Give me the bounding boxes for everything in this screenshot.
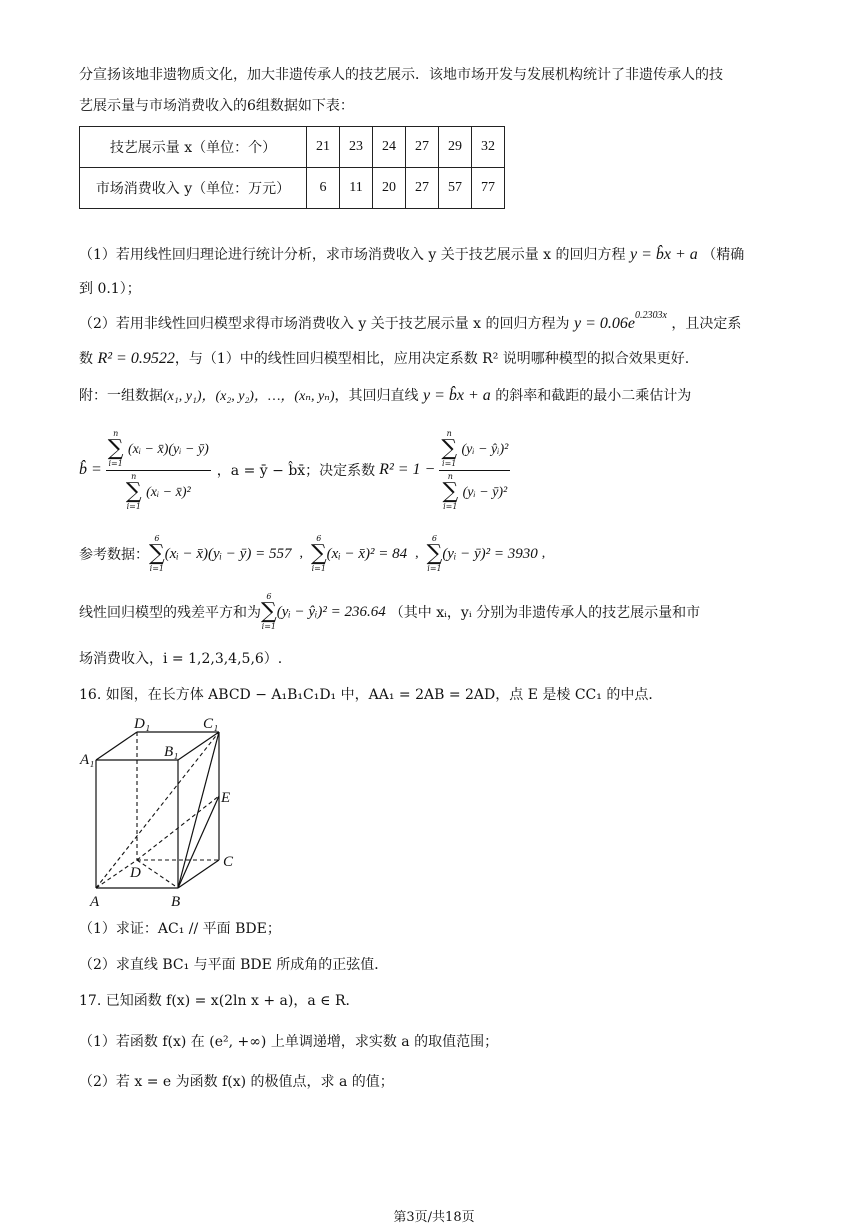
problem-16-statement: 16. 如图，在长方体 ABCD − A₁B₁C₁D₁ 中，AA₁ = 2AB = 2AD，点 E 是棱 CC₁ 的中点． <box>79 687 663 703</box>
question-1-line-1 <box>79 244 744 264</box>
page-footer: 第3页/共18页 <box>393 1210 475 1225</box>
sum-symbol: 6 ∑ i=1 <box>310 534 327 573</box>
sum-symbol: 6 ∑ i=1 <box>149 534 165 573</box>
question-1-tail: （精确 <box>702 247 745 263</box>
label-c1: C₁ <box>203 716 219 732</box>
cuboid-figure <box>78 712 248 908</box>
b-hat-fraction <box>106 430 211 511</box>
regression-line-equation: y = b̂x + a <box>422 387 491 404</box>
residual-note: （其中 xᵢ，yᵢ 分别为非遗传承人的技艺展示量和市 <box>389 605 701 621</box>
label-d: D <box>130 865 141 881</box>
table-cell: 57 <box>439 168 472 209</box>
r2-denominator: (yᵢ − ȳ)² <box>462 484 508 500</box>
r2-label: R² = 1 − <box>379 461 436 478</box>
reference-data-line: 参考数据： 6 ∑ i=1 (xᵢ − x̄)(yᵢ − ȳ) = 557 , 6 ∑ i=1 (xᵢ − x̄)² = 84 , 6 ∑ i=1 (yᵢ − ȳ)² = 3930 , <box>79 534 546 573</box>
sum-xx: (xᵢ − x̄)² = 84 <box>326 545 408 562</box>
r2-fraction <box>439 430 510 511</box>
table-cell: 29 <box>439 127 472 168</box>
question-2-line-2b: ，与（1）中的线性回归模型相比，应用决定系数 R² 说明哪种模型的拟合效果更好. <box>174 351 690 367</box>
question-2-tail: ，且决定系 <box>671 316 742 332</box>
question-2-line-2a: 数 <box>79 351 93 367</box>
sum-symbol: n ∑ i=1 <box>441 428 458 468</box>
question-1-text: （1）若用线性回归理论进行统计分析，求市场消费收入 y 关于技艺展示量 x 的回归方程 <box>79 247 626 263</box>
intro-line-2: 艺展示量与市场消费收入的6组数据如下表： <box>79 98 354 114</box>
table-cell: 11 <box>340 168 373 209</box>
question-1-line-2: 到 0.1）； <box>79 281 141 297</box>
label-d1: D₁ <box>134 716 151 732</box>
problem-16-part-2: （2）求直线 BC₁ 与平面 BDE 所成角的正弦值． <box>79 957 389 973</box>
nonlinear-equation: y = 0.06e <box>573 315 635 332</box>
question-2-line-2 <box>79 348 689 368</box>
sum-symbol: n ∑ i=1 <box>442 471 459 511</box>
label-b1: B₁ <box>164 744 179 760</box>
table-row <box>80 127 505 168</box>
data-pairs: (x₁, y₁)，(x₂, y₂)，…，(xₙ, yₙ) <box>163 389 335 404</box>
problem-16-part-1: （1）求证：AC₁ // 平面 BDE； <box>79 921 281 937</box>
table-cell: 32 <box>472 127 505 168</box>
label-e: E <box>221 790 231 806</box>
label-a1: A₁ <box>80 752 95 768</box>
residual-sum: (yᵢ − ŷᵢ)² = 236.64 <box>276 603 386 620</box>
question-2-text: （2）若用非线性回归模型求得市场消费收入 y 关于技艺展示量 x 的回归方程为 <box>79 316 570 332</box>
label-c: C <box>223 854 234 870</box>
sum-symbol: 6 ∑ i=1 <box>261 592 277 631</box>
reference-label: 参考数据： <box>79 547 149 563</box>
row-label-x: 技艺展示量 x（单位：个） <box>80 127 307 168</box>
b-hat-label: b̂ = <box>79 461 102 478</box>
r-squared-value: R² = 0.9522 <box>97 350 175 367</box>
appendix-text-b: ，其回归直线 <box>334 388 419 404</box>
appendix-text-a: 附：一组数据 <box>79 388 163 404</box>
reference-line-3: 场消费收入，i = 1,2,3,4,5,6）. <box>79 651 283 667</box>
problem-17-statement: 17. 已知函数 f(x) = x(2ln x + a)，a ∈ R． <box>79 993 360 1009</box>
problem-17-part-2: （2）若 x = e 为函数 f(x) 的极值点，求 a 的值； <box>79 1074 394 1090</box>
question-2-line-1 <box>79 310 742 333</box>
problem-17-part-1: （1）若函数 f(x) 在 (e², +∞) 上单调递增，求实数 a 的取值范围； <box>79 1034 499 1050</box>
b-hat-numerator: (xᵢ − x̄)(yᵢ − ȳ) <box>127 441 209 457</box>
data-table <box>79 126 505 209</box>
table-cell: 27 <box>406 127 439 168</box>
residual-label: 线性回归模型的残差平方和为 <box>79 605 261 621</box>
table-cell: 27 <box>406 168 439 209</box>
label-b: B <box>171 894 181 908</box>
intro-line-1: 分宣扬该地非遗物质文化，加大非遗传承人的技艺展示．该地市场开发与发展机构统计了非遗传承人的技 <box>79 67 723 83</box>
row-label-y: 市场消费收入 y（单位：万元） <box>80 168 307 209</box>
residual-line <box>79 590 700 634</box>
table-cell: 23 <box>340 127 373 168</box>
sum-yy: (yᵢ − ȳ)² = 3930 <box>442 545 538 562</box>
sum-xy: (xᵢ − x̄)(yᵢ − ȳ) = 557 <box>164 545 292 562</box>
regression-equation: y = b̂x + a <box>629 246 698 263</box>
sum-symbol: n ∑ i=1 <box>125 471 142 511</box>
sum-symbol: 6 ∑ i=1 <box>426 534 443 573</box>
table-cell: 6 <box>307 168 340 209</box>
table-cell: 21 <box>307 127 340 168</box>
nonlinear-exponent: 0.2303x <box>634 310 667 322</box>
appendix-text-c: 的斜率和截距的最小二乘估计为 <box>495 388 692 404</box>
appendix-line <box>79 385 691 405</box>
a-formula: ，a = ȳ − b̂x̄；决定系数 <box>216 463 376 479</box>
r2-numerator: (yᵢ − ŷᵢ)² <box>461 441 509 457</box>
table-cell: 77 <box>472 168 505 209</box>
b-hat-denominator: (xᵢ − x̄)² <box>146 484 191 500</box>
table-cell: 24 <box>373 127 406 168</box>
table-row <box>80 168 505 209</box>
least-squares-formula <box>79 422 510 518</box>
table-cell: 20 <box>373 168 406 209</box>
label-a: A <box>90 894 100 908</box>
sum-symbol: n ∑ i=1 <box>107 428 124 468</box>
